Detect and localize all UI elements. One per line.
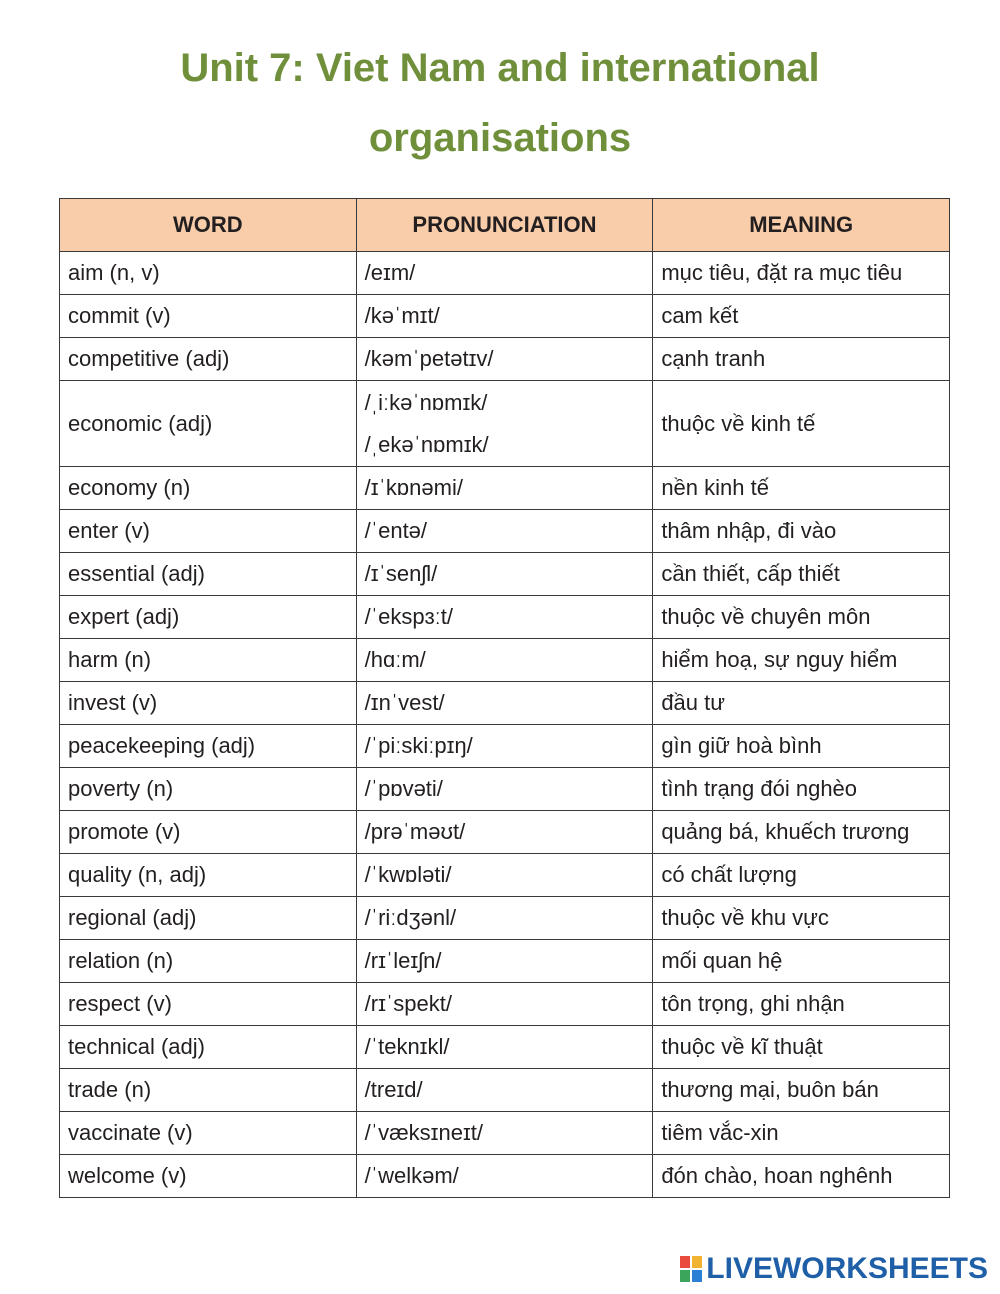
pronunciation-text: /ˈteknɪkl/ bbox=[364, 1034, 450, 1059]
pronunciation-cell bbox=[356, 725, 653, 768]
pronunciation-text: /prəˈməʊt/ bbox=[364, 819, 466, 844]
meaning-cell: tiêm vắc-xin bbox=[653, 1112, 950, 1155]
pronunciation-text: /ˈkwɒləti/ bbox=[364, 862, 452, 887]
word-cell: poverty (n) bbox=[60, 768, 357, 811]
table-row bbox=[60, 338, 950, 381]
pronunciation-text: /rɪˈspekt/ bbox=[364, 991, 452, 1016]
pronunciation-cell bbox=[356, 811, 653, 854]
page-title-line-1: Unit 7: Viet Nam and international bbox=[180, 46, 820, 90]
meaning-cell: đầu tư bbox=[653, 682, 950, 725]
header-word: WORD bbox=[60, 199, 357, 252]
pronunciation-cell bbox=[356, 1155, 653, 1198]
meaning-cell: quảng bá, khuếch trương bbox=[653, 811, 950, 854]
pronunciation-cell bbox=[356, 1069, 653, 1112]
pronunciation-text: /rɪˈleɪʃn/ bbox=[364, 948, 442, 973]
table-row bbox=[60, 1112, 950, 1155]
pronunciation-text: /ˈpiːskiːpɪŋ/ bbox=[364, 733, 473, 758]
table-row bbox=[60, 553, 950, 596]
word-cell: respect (v) bbox=[60, 983, 357, 1026]
pronunciation-cell bbox=[356, 639, 653, 682]
table-header-row bbox=[60, 199, 950, 252]
meaning-cell: thâm nhập, đi vào bbox=[653, 510, 950, 553]
pronunciation-text: /ɪˈsenʃl/ bbox=[364, 561, 438, 586]
table-row bbox=[60, 682, 950, 725]
pronunciation-cell bbox=[356, 553, 653, 596]
pronunciation-text: /ˈvæksɪneɪt/ bbox=[364, 1120, 484, 1145]
table-row bbox=[60, 1026, 950, 1069]
table-row bbox=[60, 725, 950, 768]
pronunciation-cell bbox=[356, 940, 653, 983]
meaning-cell: thuộc về khu vực bbox=[653, 897, 950, 940]
liveworksheets-wordmark: LIVEWORKSHEETS bbox=[706, 1252, 988, 1285]
pronunciation-cell bbox=[356, 897, 653, 940]
meaning-cell: thuộc về kinh tế bbox=[653, 381, 950, 467]
pronunciation-cell bbox=[356, 596, 653, 639]
word-cell: regional (adj) bbox=[60, 897, 357, 940]
word-cell: enter (v) bbox=[60, 510, 357, 553]
meaning-cell: thuộc về kĩ thuật bbox=[653, 1026, 950, 1069]
meaning-cell: nền kinh tế bbox=[653, 467, 950, 510]
pronunciation-cell bbox=[356, 682, 653, 725]
table-row bbox=[60, 381, 950, 467]
pronunciation-text: /ˈriːdʒənl/ bbox=[364, 905, 457, 930]
table-row bbox=[60, 596, 950, 639]
pronunciation-cell bbox=[356, 854, 653, 897]
word-cell: trade (n) bbox=[60, 1069, 357, 1112]
liveworksheets-brand bbox=[680, 1251, 988, 1287]
pronunciation-text: /hɑːm/ bbox=[364, 647, 426, 672]
table-row bbox=[60, 1155, 950, 1198]
pronunciation-text: /ˌiːkəˈnɒmɪk/ bbox=[364, 389, 488, 415]
pronunciation-text: /kəˈmɪt/ bbox=[364, 303, 440, 328]
pronunciation-cell bbox=[356, 467, 653, 510]
word-cell: competitive (adj) bbox=[60, 338, 357, 381]
table-row bbox=[60, 940, 950, 983]
pronunciation-text: /kəmˈpetətɪv/ bbox=[364, 346, 494, 371]
pronunciation-cell bbox=[356, 510, 653, 553]
pronunciation-cell bbox=[356, 1026, 653, 1069]
meaning-cell: đón chào, hoan nghênh bbox=[653, 1155, 950, 1198]
vocabulary-table bbox=[59, 198, 950, 1198]
meaning-cell: cần thiết, cấp thiết bbox=[653, 553, 950, 596]
meaning-cell: mục tiêu, đặt ra mục tiêu bbox=[653, 252, 950, 295]
word-cell: harm (n) bbox=[60, 639, 357, 682]
table-row bbox=[60, 639, 950, 682]
word-cell: essential (adj) bbox=[60, 553, 357, 596]
pronunciation-text: /ˈekspɜːt/ bbox=[364, 604, 453, 629]
word-cell: promote (v) bbox=[60, 811, 357, 854]
table-row bbox=[60, 983, 950, 1026]
word-cell: economy (n) bbox=[60, 467, 357, 510]
page-title-line-2: organisations bbox=[368, 116, 632, 160]
meaning-cell: có chất lượng bbox=[653, 854, 950, 897]
table-row bbox=[60, 510, 950, 553]
meaning-cell: tình trạng đói nghèo bbox=[653, 768, 950, 811]
pronunciation-text: /ɪˈkɒnəmi/ bbox=[364, 475, 463, 500]
table-row bbox=[60, 811, 950, 854]
word-cell: vaccinate (v) bbox=[60, 1112, 357, 1155]
pronunciation-cell bbox=[356, 983, 653, 1026]
meaning-cell: hiểm hoạ, sự nguy hiểm bbox=[653, 639, 950, 682]
header-pronunciation: PRONUNCIATION bbox=[356, 199, 653, 252]
word-cell: relation (n) bbox=[60, 940, 357, 983]
meaning-cell: tôn trọng, ghi nhận bbox=[653, 983, 950, 1026]
pronunciation-text: /ɪnˈvest/ bbox=[364, 690, 445, 715]
table-row bbox=[60, 1069, 950, 1112]
table-row bbox=[60, 252, 950, 295]
word-cell: expert (adj) bbox=[60, 596, 357, 639]
pronunciation-text: /ˌekəˈnɒmɪk/ bbox=[364, 431, 489, 457]
table-row bbox=[60, 768, 950, 811]
pronunciation-cell bbox=[356, 338, 653, 381]
word-cell: technical (adj) bbox=[60, 1026, 357, 1069]
table-row bbox=[60, 897, 950, 940]
pronunciation-text: /ˈpɒvəti/ bbox=[364, 776, 443, 801]
meaning-cell: mối quan hệ bbox=[653, 940, 950, 983]
pronunciation-cell bbox=[356, 252, 653, 295]
table-row bbox=[60, 467, 950, 510]
meaning-cell: thương mại, buôn bán bbox=[653, 1069, 950, 1112]
meaning-cell: gìn giữ hoà bình bbox=[653, 725, 950, 768]
meaning-cell: thuộc về chuyên môn bbox=[653, 596, 950, 639]
vocabulary-table-body bbox=[60, 252, 950, 1198]
pronunciation-cell bbox=[356, 1112, 653, 1155]
liveworksheets-logo-icon bbox=[680, 1256, 702, 1282]
word-cell: commit (v) bbox=[60, 295, 357, 338]
meaning-cell: cam kết bbox=[653, 295, 950, 338]
pronunciation-cell bbox=[356, 381, 653, 467]
word-cell: economic (adj) bbox=[60, 381, 357, 467]
word-cell: invest (v) bbox=[60, 682, 357, 725]
word-cell: welcome (v) bbox=[60, 1155, 357, 1198]
word-cell: peacekeeping (adj) bbox=[60, 725, 357, 768]
pronunciation-text: /treɪd/ bbox=[364, 1077, 423, 1102]
pronunciation-text: /ˈwelkəm/ bbox=[364, 1163, 459, 1188]
word-cell: aim (n, v) bbox=[60, 252, 357, 295]
pronunciation-text: /ˈentə/ bbox=[364, 518, 428, 543]
meaning-cell: cạnh tranh bbox=[653, 338, 950, 381]
table-row bbox=[60, 854, 950, 897]
pronunciation-cell bbox=[356, 295, 653, 338]
table-row bbox=[60, 295, 950, 338]
pronunciation-text: /eɪm/ bbox=[364, 260, 416, 285]
word-cell: quality (n, adj) bbox=[60, 854, 357, 897]
header-meaning: MEANING bbox=[653, 199, 950, 252]
pronunciation-cell bbox=[356, 768, 653, 811]
